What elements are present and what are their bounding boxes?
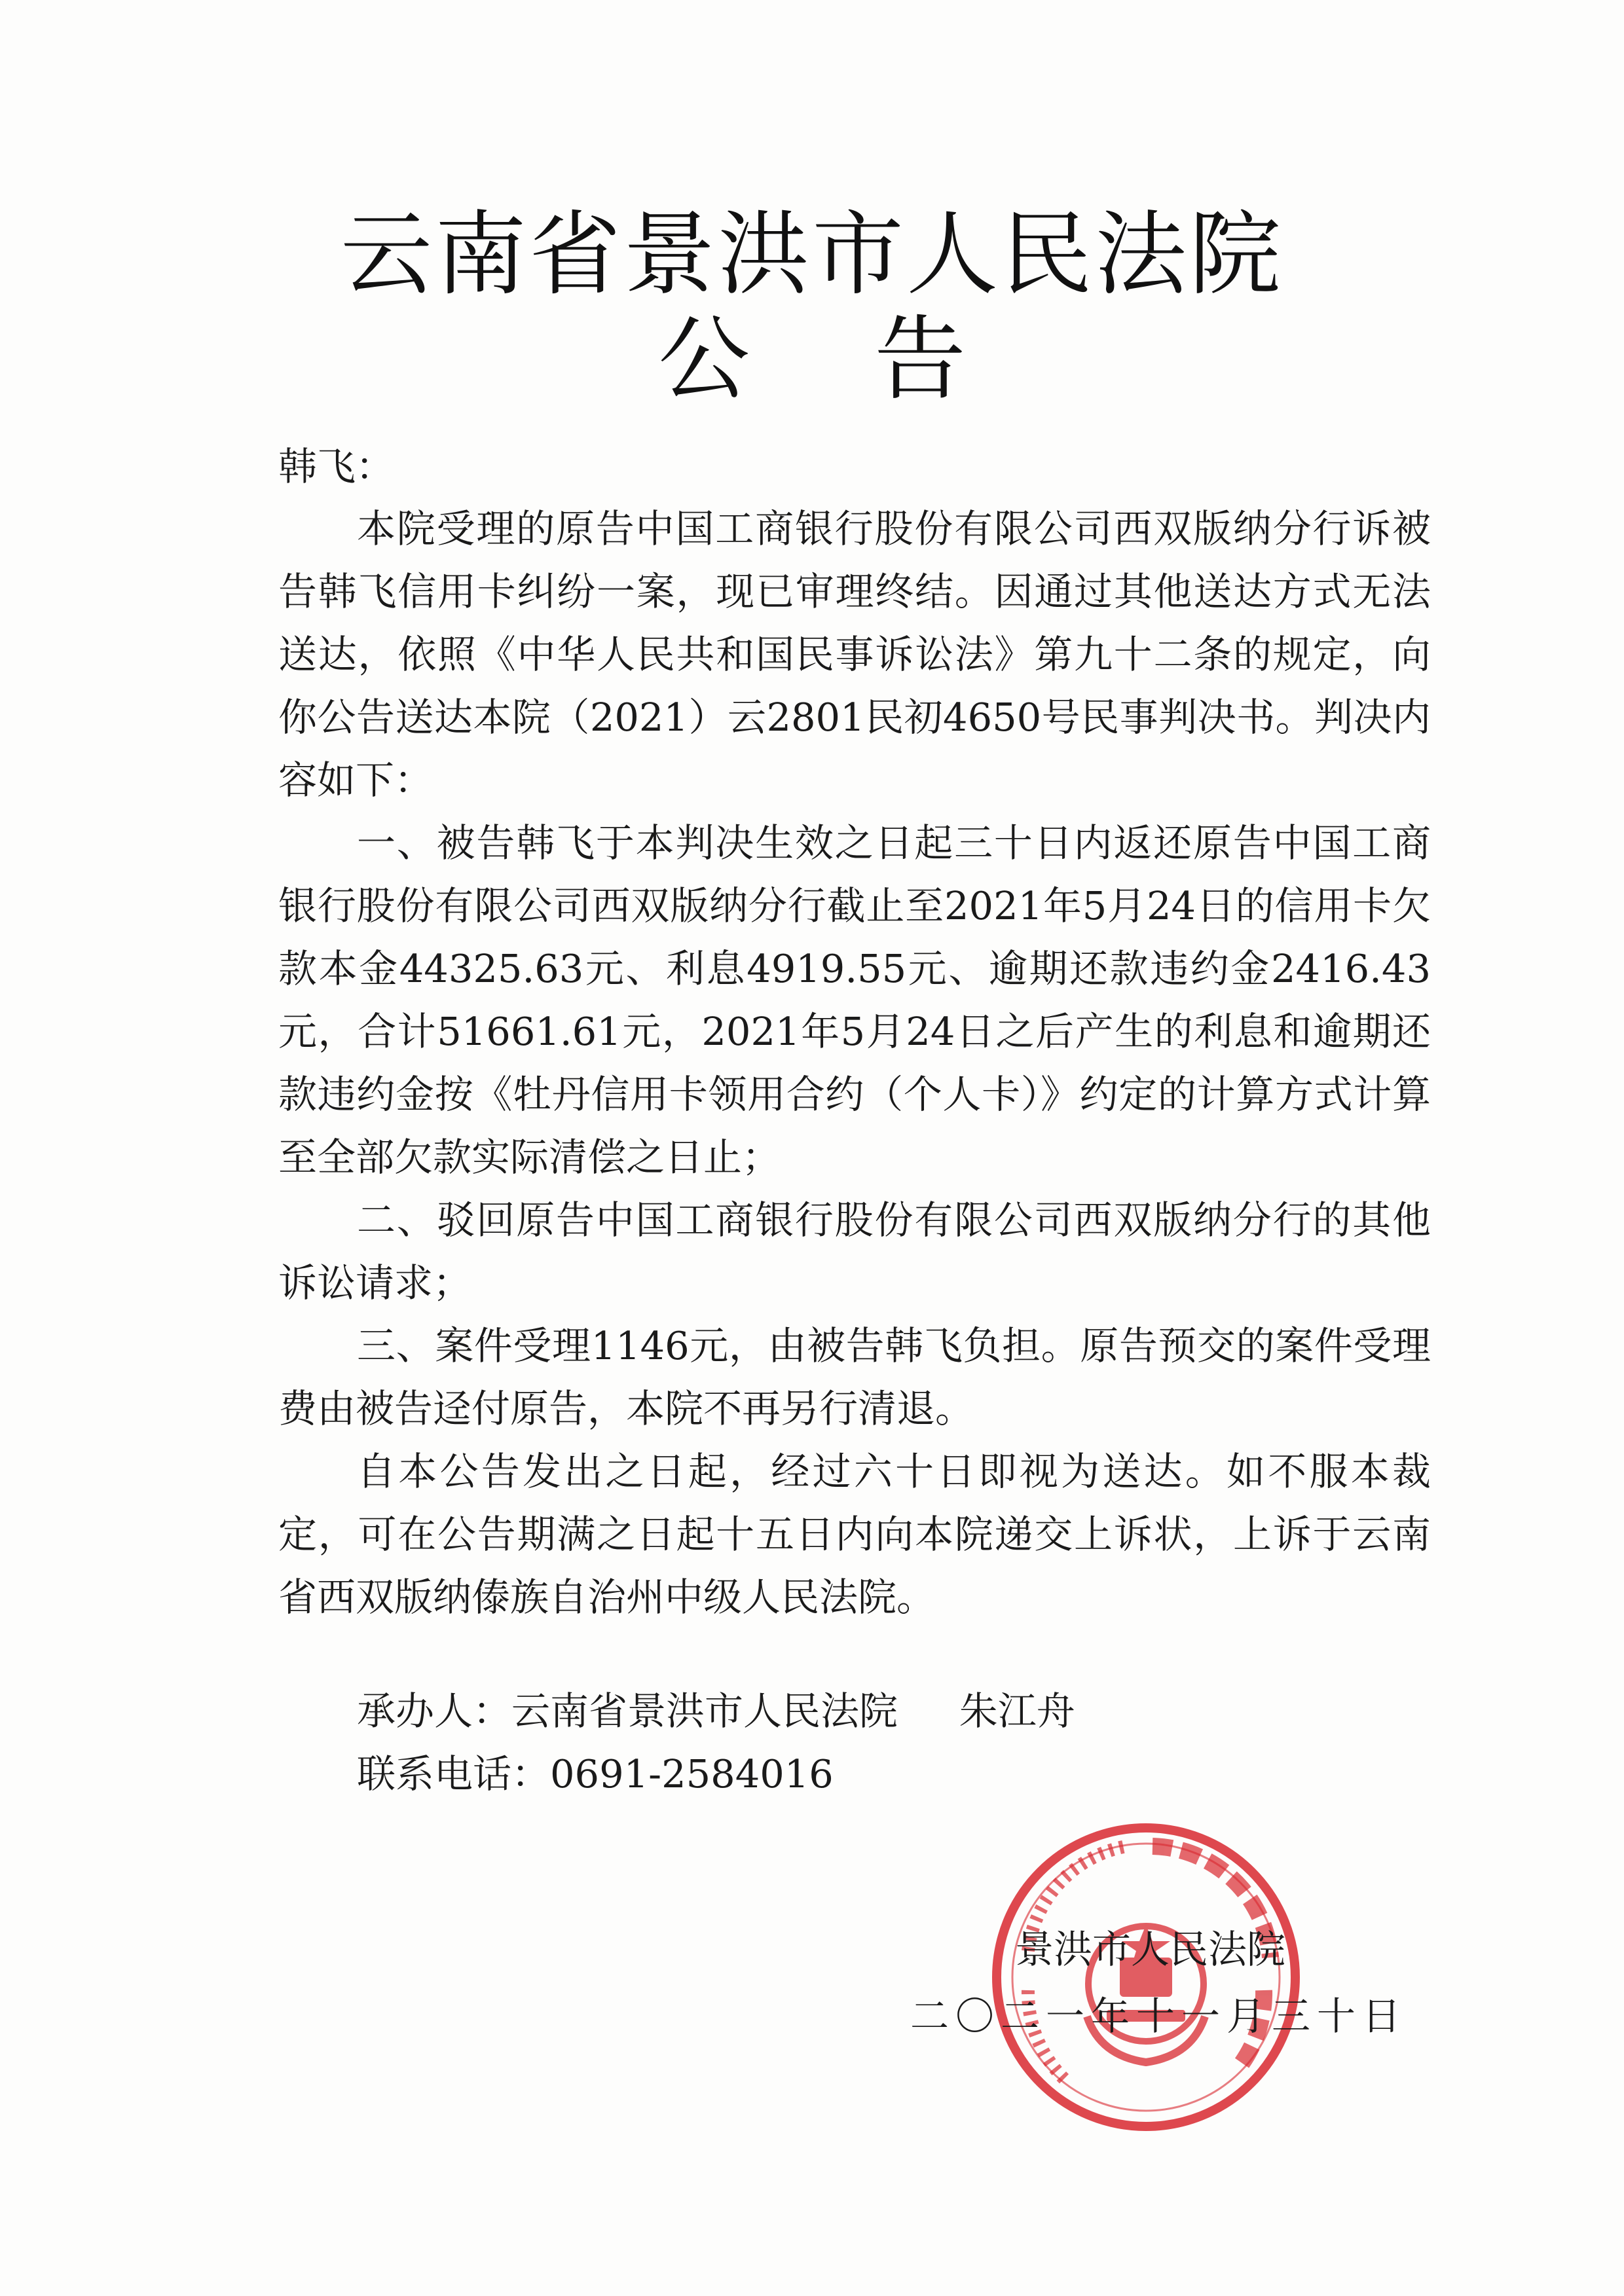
phone-line: 联系电话：0691-2584016 [357, 1751, 834, 1796]
paragraph-judgment-2: 二、驳回原告中国工商银行股份有限公司西双版纳分行的其他诉讼请求； [278, 1197, 1431, 1305]
document-type-title: 公告 [657, 306, 1090, 413]
paragraph-judgment-1: 一、被告韩飞于本判决生效之日起三十日内返还原告中国工商银行股份有限公司西双版纳分行截止至2021年5月24日的信用卡欠款本金44325.63元、利息4919.55元、逾期还款违约金2416.43元，合计51661.61元，2021年5月24日之后产生的利息和逾期还款违约金按《牡丹信用卡领用合约（个人卡）》约定的计算方式计算至全部欠款实际清偿之日止； [278, 820, 1431, 1180]
handler-line: 承办人：云南省景洪市人民法院 朱江舟 [357, 1688, 1075, 1734]
court-title: 云南省景洪市人民法院 [340, 202, 1283, 308]
issue-date: 二〇二一年十一月三十日 [910, 1994, 1408, 2039]
paragraph-service-notice: 自本公告发出之日起，经过六十日即视为送达。如不服本裁定，可在公告期满之日起十五日内向本院递交上诉状，上诉于云南省西双版纳傣族自治州中级人民法院。 [278, 1449, 1431, 1620]
paragraph-intro: 本院受理的原告中国工商银行股份有限公司西双版纳分行诉被告韩飞信用卡纠纷一案，现已审理终结。因通过其他送达方式无法送达，依照《中华人民共和国民事诉讼法》第九十二条的规定，向你公告送达本院（2021）云2801民初4650号民事判决书。判决内容如下： [278, 506, 1431, 803]
issuing-court: 景洪市人民法院 [1015, 1927, 1286, 1972]
contact-block [357, 1680, 1075, 1806]
paragraph-judgment-3: 三、案件受理1146元，由被告韩飞负担。原告预交的案件受理费由被告迳付原告，本院不再另行清退。 [278, 1323, 1431, 1431]
notice-body [278, 498, 1431, 1629]
addressee: 韩飞： [278, 444, 395, 489]
court-seal-icon [989, 1820, 1303, 2134]
